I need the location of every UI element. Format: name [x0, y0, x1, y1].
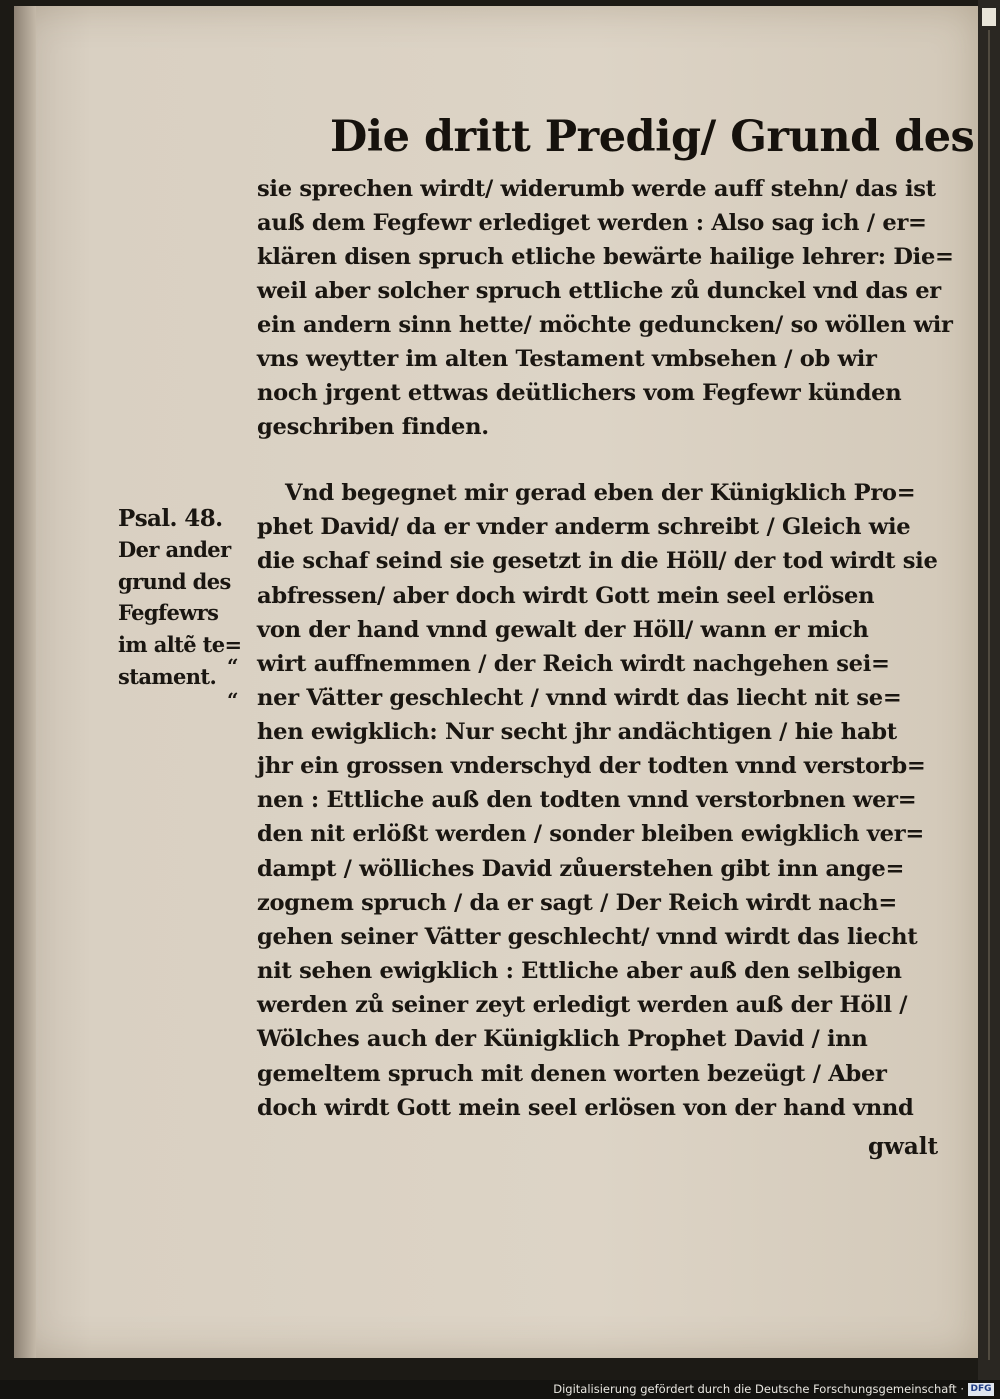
text-line: geschriben finden. [257, 414, 489, 440]
text-line: vns weytter im alten Testament vmbsehen / ob wir [257, 346, 877, 372]
margin-note-line: im altẽ te= [118, 632, 242, 657]
quotation-mark: “ [227, 654, 239, 678]
text-line: Wölches auch der Künigklich Prophet David / inn [257, 1026, 868, 1052]
text-line: sie sprechen wirdt/ widerumb werde auff stehn/ das ist [257, 176, 936, 202]
text-line: doch wirdt Gott mein seel erlösen von der hand vnnd [257, 1095, 914, 1121]
scanner-ruler [978, 0, 1000, 1380]
text-line: gemeltem spruch mit denen worten bezeügt / Aber [257, 1061, 887, 1087]
text-line: jhr ein grossen vnderschyd der todten vnnd verstorb= [257, 753, 926, 779]
text-line: nen : Ettliche auß den todten vnnd verstorbnen wer= [257, 787, 917, 813]
margin-note-line: Der ander [118, 537, 231, 562]
ruler-cap [982, 8, 996, 26]
text-line: werden zů seiner zeyt erledigt werden auß der Höll / [257, 992, 908, 1018]
text-line: ein andern sinn hette/ möchte geduncken/ so wöllen wir [257, 312, 953, 338]
page-heading: Die dritt Predig/ Grund des [330, 112, 975, 162]
text-line: weil aber solcher spruch ettliche zů dunckel vnd das er [257, 278, 941, 304]
text-line: dampt / wölliches David zůuerstehen gibt inn ange= [257, 856, 905, 882]
margin-note-line: Fegfewrs [118, 600, 219, 625]
text-line: Vnd begegnet mir gerad eben der Künigklich Pro= [285, 480, 916, 506]
text-line: gehen seiner Vätter geschlecht/ vnnd wirdt das liecht [257, 924, 918, 950]
margin-note-line: stament. [118, 664, 217, 689]
text-line: phet David/ da er vnder anderm schreibt / Gleich wie [257, 514, 911, 540]
margin-note-line: Psal. 48. [118, 505, 223, 532]
text-line: hen ewigklich: Nur secht jhr andächtigen / hie habt [257, 719, 897, 745]
footer-bar [0, 1380, 1000, 1399]
text-line: den nit erlößt werden / sonder bleiben ewigklich ver= [257, 821, 924, 847]
text-line: wirt auffnemmen / der Reich wirdt nachgehen sei= [257, 651, 890, 677]
text-line: klären disen spruch etliche bewärte hailige lehrer: Die= [257, 244, 954, 270]
margin-note-line: grund des [118, 569, 231, 594]
funding-notice: Digitalisierung gefördert durch die Deutsche Forschungsgemeinschaft · [553, 1382, 964, 1396]
dfg-logo-icon: DFG [968, 1383, 994, 1396]
text-line: die schaf seind sie gesetzt in die Höll/ der tod wirdt sie [257, 548, 938, 574]
text-line: ner Vätter geschlecht / vnnd wirdt das liecht nit se= [257, 685, 902, 711]
catchword: gwalt [868, 1133, 939, 1160]
quotation-mark: “ [227, 688, 239, 712]
text-line: von der hand vnnd gewalt der Höll/ wann er mich [257, 617, 869, 643]
text-line: noch jrgent ettwas deütlichers vom Fegfewr künden [257, 380, 902, 406]
page-left-edge [14, 6, 36, 1358]
ruler-line [988, 30, 990, 1360]
text-line: auß dem Fegfewr erlediget werden : Also sag ich / er= [257, 210, 927, 236]
text-line: zognem spruch / da er sagt / Der Reich wirdt nach= [257, 890, 898, 916]
text-line: abfressen/ aber doch wirdt Gott mein seel erlösen [257, 583, 875, 609]
text-line: nit sehen ewigklich : Ettliche aber auß den selbigen [257, 958, 902, 984]
